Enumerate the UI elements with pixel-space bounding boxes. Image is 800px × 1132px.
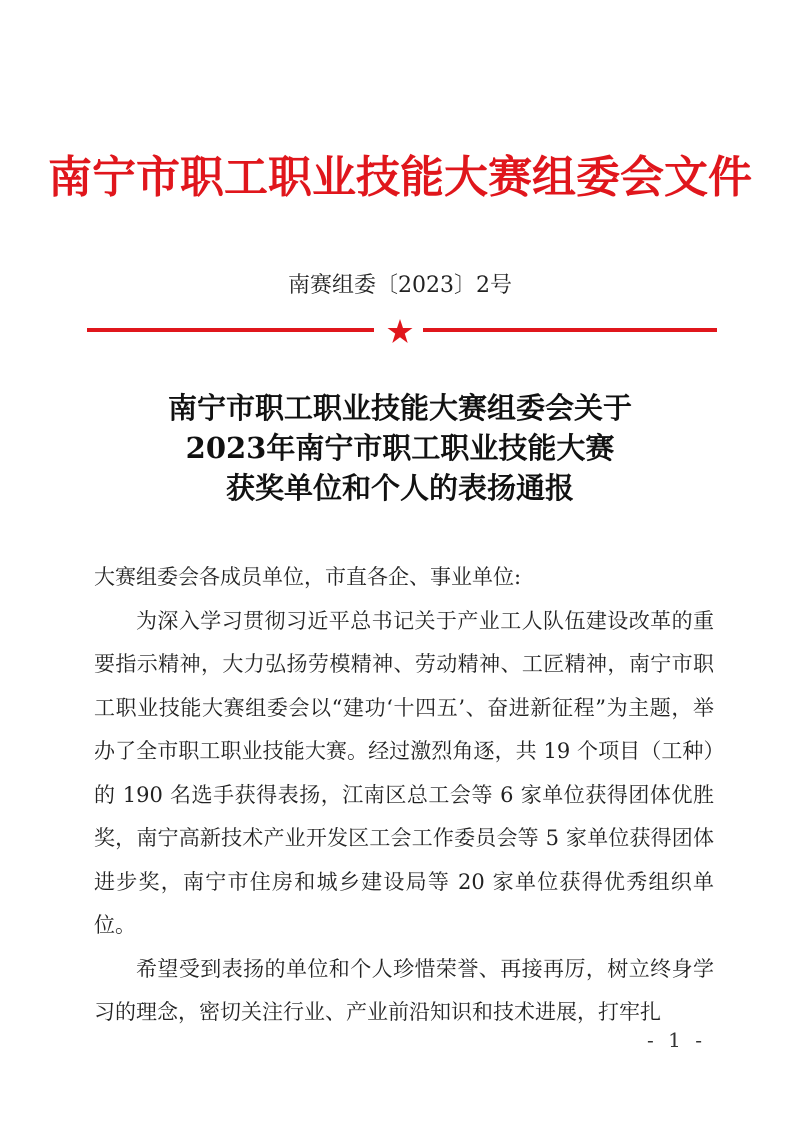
star-icon: [387, 318, 413, 344]
title-line-1: 南宁市职工职业技能大赛组委会关于: [167, 391, 632, 425]
body-paragraph-2: 希望受到表扬的单位和个人珍惜荣誉、再接再厉，树立终身学习的理念，密切关注行业、产业前沿知识和技术进展，打牢扎: [94, 956, 714, 1024]
divider-line-right: [423, 328, 717, 332]
document-body: [94, 556, 714, 1035]
page-number: - 1 -: [647, 1028, 706, 1052]
divider-line-left: [87, 328, 374, 332]
document-number: 南赛组委〔2023〕2号: [288, 273, 512, 298]
title-line-3: 获奖单位和个人的表扬通报: [225, 471, 574, 505]
salutation: 大赛组委会各成员单位，市直各企、事业单位:: [94, 565, 522, 589]
document-title: [0, 388, 800, 508]
body-paragraph-1: 为深入学习贯彻习近平总书记关于产业工人队伍建设改革的重要指示精神，大力弘扬劳模精神、劳动精神、工匠精神，南宁市职工职业技能大赛组委会以“建功‘十四五’、奋进新征程”为主题，举办了全市职工职业技能大赛。经过激烈角逐，共 19 个项目（工种）的 190 名选手获得表扬，江南区总工会等 6 家单位获得团体优胜奖，南宁高新技术产业开发区工会工作委员会等 5 家单位获得团体进步奖，南宁市住房和城乡建设局等 20 家单位获得优秀组织单位。: [94, 608, 714, 937]
red-divider: [87, 318, 717, 344]
document-masthead: 南宁市职工职业技能大赛组委会文件: [48, 152, 752, 203]
title-line-2: 2023年南宁市职工职业技能大赛: [185, 431, 615, 465]
